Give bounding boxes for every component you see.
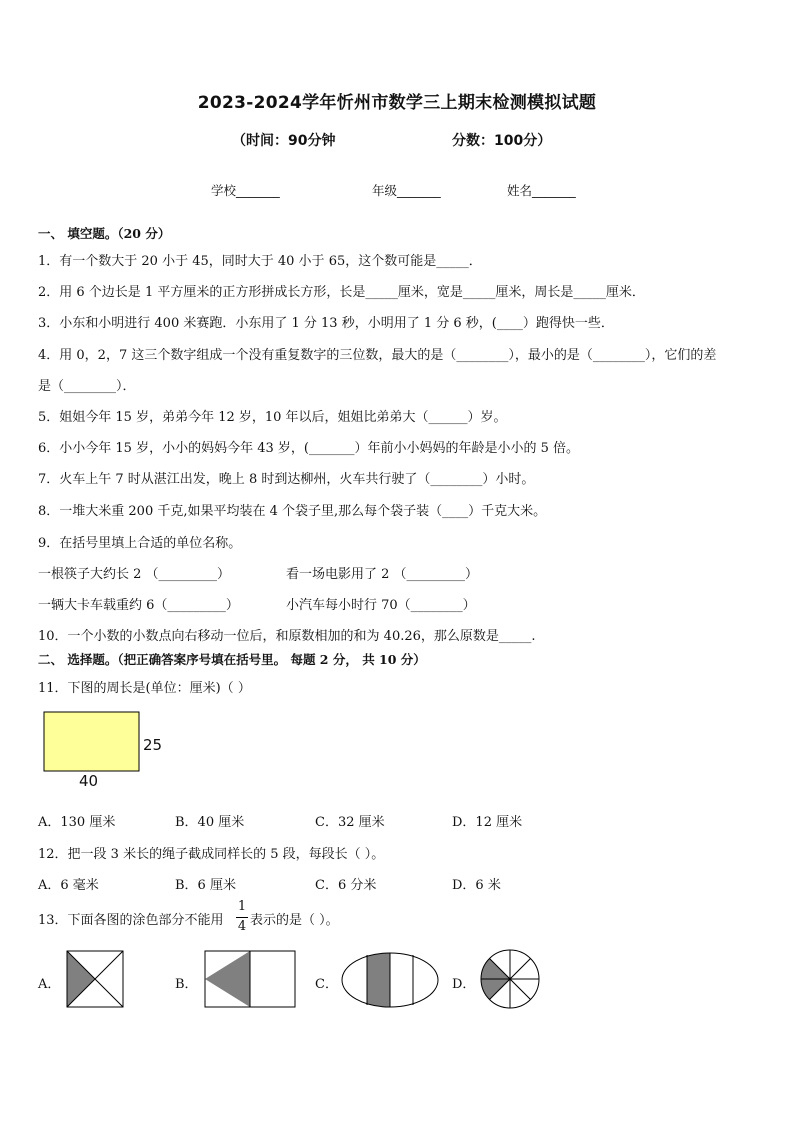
grade-field: 年级_______ <box>372 183 441 198</box>
school-field: 学校_______ <box>211 183 280 198</box>
q13-figures <box>0 0 1 1</box>
q11-width-label: 40 <box>79 772 99 790</box>
name-field: 姓名_______ <box>507 183 576 198</box>
q13-figure-c <box>342 950 438 1010</box>
question-1: 1．有一个数大于 20 小于 45，同时大于 40 小于 65，这个数可能是_____． <box>38 254 482 269</box>
q13-figure-d <box>481 950 539 1008</box>
question-9: 9．在括号里填上合适的单位名称。 <box>38 536 242 551</box>
question-9c: 一辆大卡车载重约 6（_________） <box>38 598 239 613</box>
exam-time: （时间：90分钟 <box>232 133 336 149</box>
q11-option-a: A．130 厘米 <box>38 815 116 830</box>
fraction-denominator: 4 <box>237 919 247 934</box>
question-11: 11．下图的周长是(单位：厘米)（ ） <box>38 681 251 696</box>
q13-b-shaded-triangle <box>205 951 250 1007</box>
exam-score: 分数：100分） <box>452 133 552 149</box>
q12-option-d: D．6 米 <box>452 878 501 893</box>
q13-label-d: D． <box>452 977 476 992</box>
q13-d-shaded-sector-2 <box>481 958 510 979</box>
q13-label-c: C． <box>315 977 338 992</box>
question-2: 2．用 6 个边长是 1 平方厘米的正方形拼成长方形，长是_____厘米，宽是_____厘米，周长是_____厘米． <box>38 285 645 300</box>
question-9a: 一根筷子大约长 2 （_________） <box>38 567 231 582</box>
page-title: 2023-2024学年忻州市数学三上期末检测模拟试题 <box>197 93 597 113</box>
q11-option-c: C．32 厘米 <box>315 815 385 830</box>
question-8: 8．一堆大米重 200 千克,如果平均装在 4 个袋子里,那么每个袋子装（____）千克大米。 <box>38 504 547 519</box>
question-9b: 看一场电影用了 2 （_________） <box>286 567 479 582</box>
q13-c-shaded-strip <box>367 950 390 1010</box>
q13-a-shaded-triangle <box>67 951 95 1007</box>
section2-heading: 二、 选择题。（把正确答案序号填在括号里。 每题 2 分， 共 10 分） <box>38 652 426 667</box>
question-5: 5．姐姐今年 15 岁，弟弟今年 12 岁，10 年以后，姐姐比弟弟大（______）岁。 <box>38 410 507 425</box>
question-4: 4．用 0，2，7 这三个数字组成一个没有重复数字的三位数，最大的是（________），最小的是（________），它们的差 <box>38 348 717 363</box>
question-9d: 小汽车每小时行 70（________） <box>286 598 476 613</box>
q12-option-b: B．6 厘米 <box>175 878 236 893</box>
q11-option-d: D．12 厘米 <box>452 815 523 830</box>
q12-option-c: C．6 分米 <box>315 878 377 893</box>
question-12: 12．把一段 3 米长的绳子截成同样长的 5 段，每段长（ ）。 <box>38 847 385 862</box>
question-4-cont: 是（________）． <box>38 379 136 394</box>
question-6: 6．小小今年 15 岁，小小的妈妈今年 43 岁，(_______）年前小小妈妈的年龄是小小的 5 倍。 <box>38 441 579 456</box>
q13-label-b: B． <box>175 977 198 992</box>
question-7: 7．火车上午 7 时从湛江出发，晚上 8 时到达柳州，火车共行驶了（________）小时。 <box>38 472 535 487</box>
q12-option-a: A．6 毫米 <box>38 878 99 893</box>
question-13-prefix: 13．下面各图的涂色部分不能用 <box>38 913 224 928</box>
q11-rectangle <box>44 712 139 771</box>
q13-figure-b <box>205 951 295 1007</box>
fraction-bar <box>236 917 248 918</box>
q13-d-shaded-sector-1 <box>481 979 510 1000</box>
question-3: 3．小东和小明进行 400 米赛跑．小东用了 1 分 13 秒，小明用了 1 分 6 秒，(____）跑得快一些． <box>38 316 614 331</box>
q13-figure-a <box>67 951 123 1007</box>
q13-label-a: A． <box>38 977 61 992</box>
q11-height-label: 25 <box>143 736 163 754</box>
fraction-numerator: 1 <box>237 899 247 914</box>
q11-option-b: B．40 厘米 <box>175 815 245 830</box>
question-13-suffix: 表示的是（ ）。 <box>250 913 339 928</box>
section1-heading: 一、 填空题。（20 分） <box>38 226 171 241</box>
question-10: 10．一个小数的小数点向右移动一位后，和原数相加的和为 40.26，那么原数是_____. <box>38 629 536 644</box>
